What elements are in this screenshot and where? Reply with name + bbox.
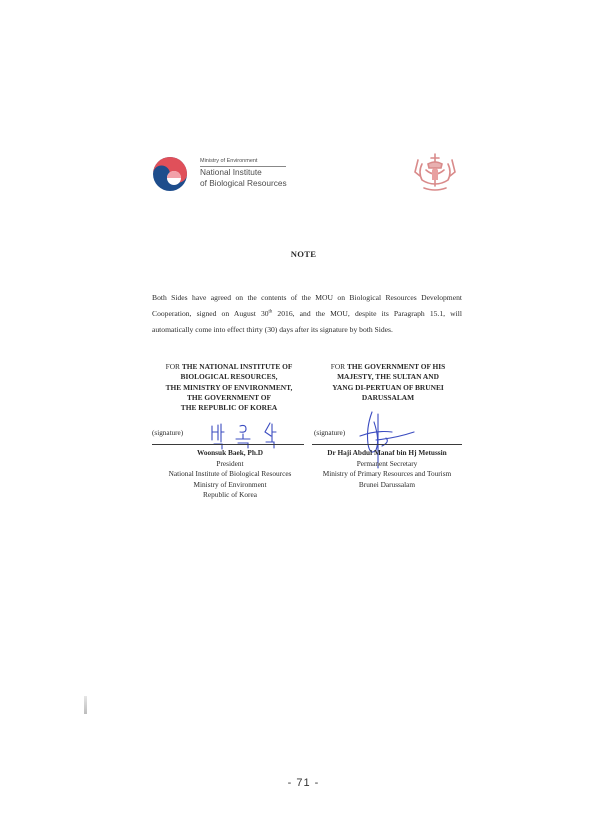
left-party-line5: THE REPUBLIC OF KOREA [180, 403, 278, 413]
logo-line2: of Biological Resources [200, 177, 287, 188]
note-paragraph [152, 290, 462, 338]
left-party-line2: BIOLOGICAL RESOURCES, [180, 372, 278, 382]
nibr-logo-text [200, 158, 287, 188]
note-text-part2: 2016, and the MOU, despite its Paragraph 15.1, will automatically come into effect thirty (30) days after its signature by both Sides. [152, 309, 462, 334]
right-signatory-details [310, 448, 464, 490]
right-party-line4: DARUSSALAM [361, 392, 415, 402]
brunei-crest-icon [412, 150, 458, 194]
right-signatory-title3: Brunei Darussalam [358, 479, 416, 489]
right-signatory-name: Dr Haji Abdul Manaf bin Hj Metussin [327, 448, 447, 457]
left-handwritten-signature [210, 420, 290, 450]
left-party-line1: THE NATIONAL INSTITUTE OF [181, 362, 293, 371]
scan-artifact [84, 696, 87, 714]
right-signature-line [312, 444, 462, 445]
right-party-line2: MAJESTY, THE SULTAN AND [337, 372, 439, 382]
left-signature-label: (signature) [152, 429, 184, 437]
nibr-logo [152, 156, 302, 196]
logo-line1: National Institute [200, 167, 262, 177]
note-text-part1: Both Sides have agreed on the contents of the MOU on Biological Resources Development Cooperation, signed on August 30 [152, 293, 462, 318]
right-signatory-title2: Ministry of Primary Resources and Tourism [322, 469, 452, 479]
left-signatory-title3: Ministry of Environment [193, 479, 267, 489]
left-signatory-title2: National Institute of Biological Resources [168, 469, 292, 479]
right-signatory-title1: Permanent Secretary [356, 458, 418, 468]
left-signatory-details [152, 448, 308, 501]
left-for-prefix: FOR [165, 362, 182, 371]
note-superscript: th [268, 309, 273, 315]
right-party-line3: YANG DI-PERTUAN OF BRUNEI [332, 382, 444, 392]
right-for-prefix: FOR [330, 362, 347, 371]
left-signature-line [152, 444, 304, 445]
logo-ministry: Ministry of Environment [200, 158, 286, 167]
right-party-block [316, 362, 460, 403]
left-signatory-title4: Republic of Korea [203, 490, 257, 500]
left-party-line3: THE MINISTRY OF ENVIRONMENT, [165, 382, 293, 392]
right-party-line1: THE GOVERNMENT OF HIS [346, 362, 446, 371]
left-signatory-title1: President [216, 458, 244, 468]
right-signature-label: (signature) [314, 429, 346, 437]
left-party-block [152, 362, 306, 413]
taegeuk-logo-icon [152, 156, 188, 192]
note-title: NOTE [290, 249, 317, 259]
left-signatory-name: Woonsuk Baek, Ph.D [196, 448, 264, 457]
left-party-line4: THE GOVERNMENT OF [186, 392, 272, 402]
page-number: - 71 - [287, 777, 320, 789]
